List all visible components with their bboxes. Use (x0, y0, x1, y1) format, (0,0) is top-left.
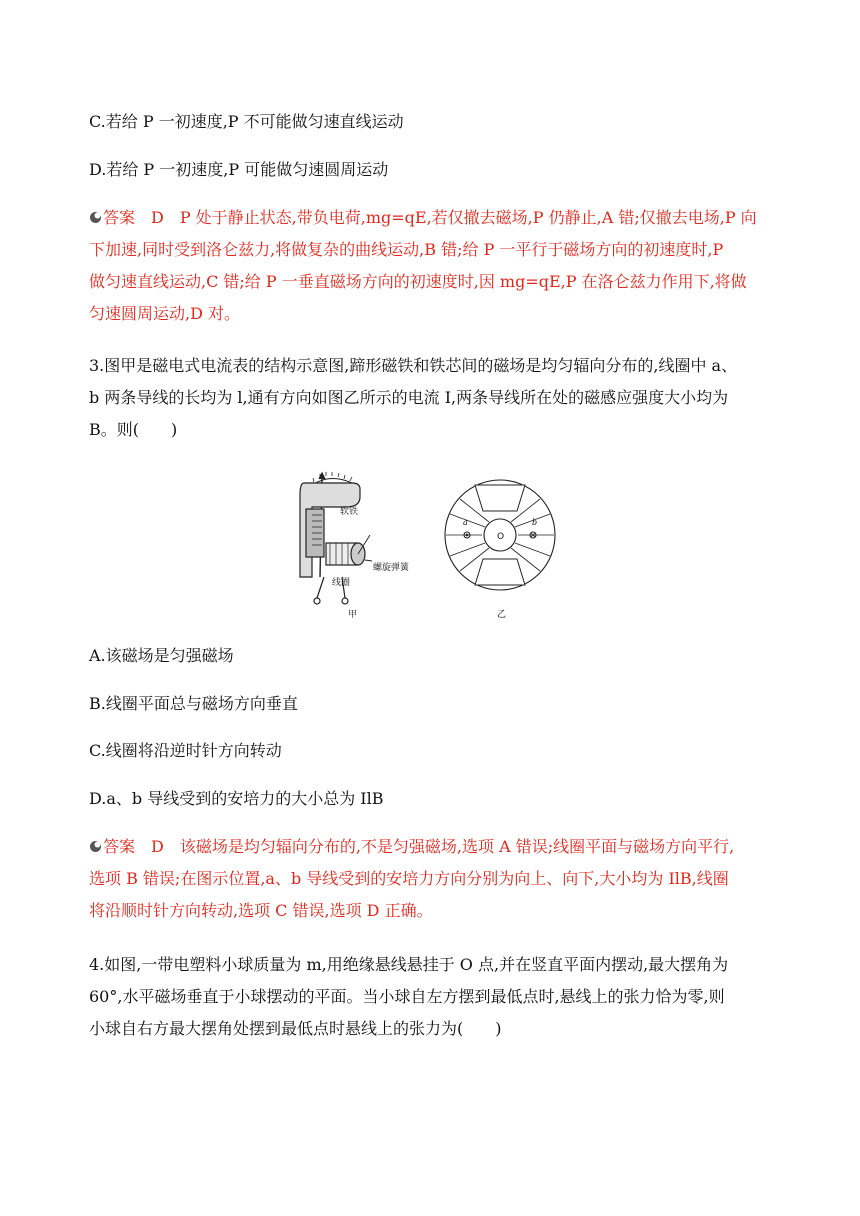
q2-answer (89, 202, 787, 330)
q3-answer-line-3: 将沿顺时针方向转动,选项 C 错误,选项 D 正确。 (89, 901, 433, 920)
q3-answer-line-1 (89, 831, 787, 863)
q4-stem (89, 949, 787, 1045)
q2-answer-line-2: 下加速,同时受到洛仑兹力,将做复杂的曲线运动,B 错;给 P 一平行于磁场方向的初速度时,P (89, 240, 724, 259)
q2-answer-line-4: 匀速圆周运动,D 对。 (89, 304, 241, 323)
figure-label-a: a (463, 518, 468, 527)
q3-stem-line-2: b 两条导线的长均为 l,通有方向如图乙所示的电流 I,两条导线所在处的磁感应强度大小均为 (89, 388, 729, 407)
figure-label-o: O (497, 532, 505, 542)
q3-stem (89, 350, 787, 446)
q2-answer-line-1 (89, 202, 787, 234)
answer-marker-icon (89, 211, 102, 224)
figure-caption-left: 甲 (348, 610, 358, 620)
q3-answer-line-2: 选项 B 错误;在图示位置,a、b 导线受到的安培力方向分别为向上、向下,大小均为 IlB,线圈 (89, 869, 729, 888)
q4-stem-line-2: 60°,水平磁场垂直于小球摆动的平面。当小球自左方摆到最低点时,悬线上的张力恰为零,则 (89, 987, 725, 1006)
q3-answer (89, 831, 787, 927)
q2-option-d: D.若给 P 一初速度,P 可能做匀速圆周运动 (89, 160, 389, 179)
q4-stem-line-3: 小球自右方最大摆角处摆到最低点时悬线上的张力为( ) (89, 1019, 502, 1038)
figure-label-b: b (532, 518, 538, 527)
q3-stem-line-3: B。则( ) (89, 420, 178, 439)
q4-stem-line-1: 4.如图,一带电塑料小球质量为 m,用绝缘悬线悬挂于 O 点,并在竖直平面内摆动,最大摆角为 (89, 955, 729, 974)
q2-answer-line-3: 做匀速直线运动,C 错;给 P 一垂直磁场方向的初速度时,因 mg=qE,P 在洛仑兹力作用下,将做 (89, 272, 747, 291)
answer-marker-icon (89, 840, 102, 853)
q3-stem-line-1: 3.图甲是磁电式电流表的结构示意图,蹄形磁铁和铁芯间的磁场是均匀辐向分布的,线圈中 a、 (89, 356, 738, 375)
figure-label-spring: 螺旋弹簧 (373, 563, 410, 573)
figure-label-coil: 线圈 (332, 578, 351, 588)
q2-option-c: C.若给 P 一初速度,P 不可能做匀速直线运动 (89, 112, 404, 131)
q3-option-d: D.a、b 导线受到的安培力的大小总为 IlB (89, 789, 384, 808)
q3-option-b: B.线圈平面总与磁场方向垂直 (89, 694, 298, 713)
q3-option-a: A.该磁场是匀强磁场 (89, 646, 234, 665)
q2-answer-text-1: 答案 D P 处于静止状态,带负电荷,mg=qE,若仅撤去磁场,P 仍静止,A 错;仅撤去电场,P 向 (103, 208, 757, 227)
figure-caption-right: 乙 (497, 610, 507, 620)
q3-option-c: C.线圈将沿逆时针方向转动 (89, 741, 282, 760)
q3-answer-text-1: 答案 D 该磁场是均匀辐向分布的,不是匀强磁场,选项 A 错误;线圈平面与磁场方向平行, (103, 837, 735, 856)
q3-figure (290, 465, 570, 625)
figure-label-soft-iron: 软铁 (340, 507, 359, 517)
